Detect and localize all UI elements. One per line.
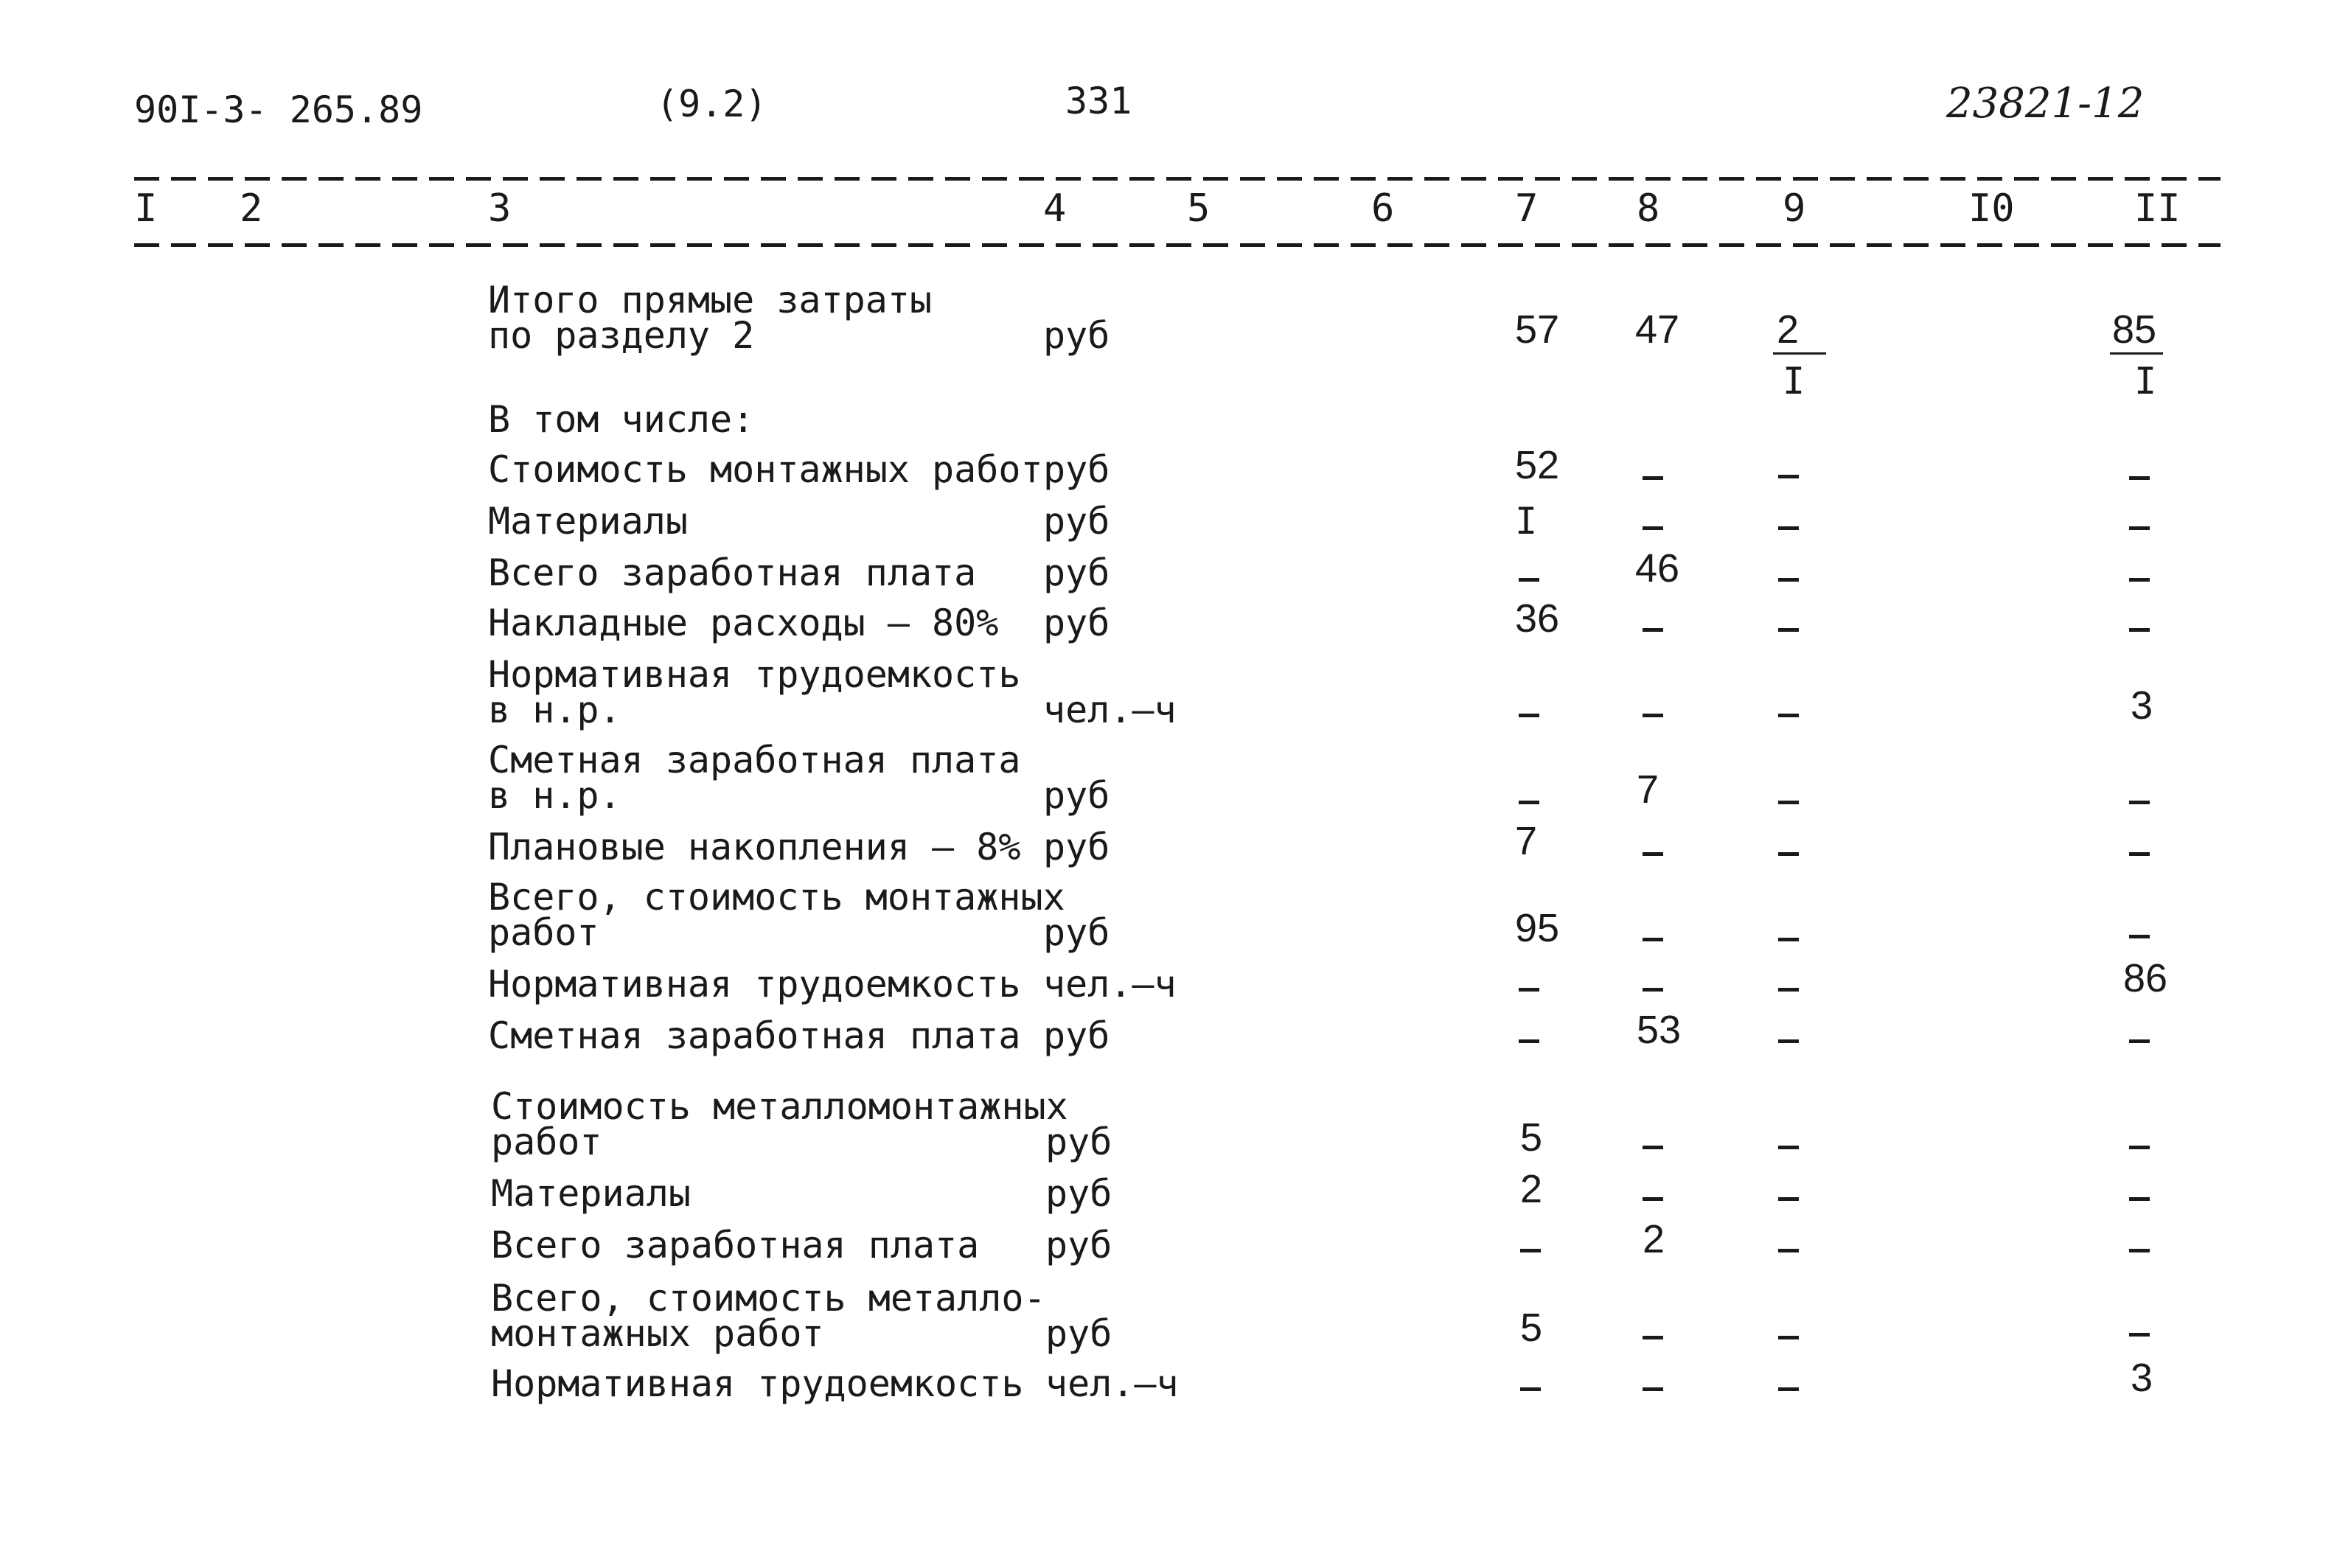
cell-col11: 3 (2131, 683, 2153, 728)
empty-dash (1643, 1387, 1663, 1391)
row-label-continued: работ (488, 911, 599, 954)
cell-col9-denominator: I (1783, 360, 1805, 403)
row-label-continued: по разделу 2 (488, 314, 755, 357)
row-label: Нормативная трудоемкость (488, 653, 1021, 696)
column-header-4: 4 (1043, 187, 1067, 231)
cell-col7: 5 (1520, 1306, 1543, 1350)
row-label: Всего, стоимость металло- (491, 1277, 1046, 1320)
row-unit: руб (1043, 1014, 1110, 1057)
empty-dash (1778, 938, 1799, 941)
empty-dash (2129, 1249, 2150, 1252)
empty-dash (1778, 1249, 1799, 1252)
empty-dash (2129, 526, 2150, 530)
cell-col7: 2 (1520, 1167, 1543, 1211)
column-header-1: I (134, 187, 158, 231)
column-header-9: 9 (1783, 187, 1806, 231)
column-header-11: II (2134, 187, 2181, 231)
row-label: Всего заработная плата (491, 1224, 980, 1266)
empty-dash (2129, 1197, 2150, 1201)
empty-dash (1778, 1336, 1799, 1339)
row-unit: руб (1043, 448, 1110, 491)
row-label: Нормативная трудоемкость (491, 1362, 1024, 1405)
row-label: Плановые накопления – 8% (488, 826, 1021, 868)
empty-dash (1778, 1146, 1799, 1149)
row-label-continued: в н.р. (488, 689, 621, 731)
row-unit: чел.–ч (1043, 963, 1177, 1006)
empty-dash (2129, 801, 2150, 804)
page-number: 331 (1065, 80, 1132, 122)
empty-dash (2129, 935, 2150, 938)
cell-col8: 47 (1635, 307, 1680, 352)
empty-dash (1778, 852, 1799, 856)
empty-dash (1643, 852, 1663, 856)
empty-dash (1519, 1039, 1539, 1043)
cell-col8: 46 (1635, 546, 1680, 590)
cell-col7: 57 (1515, 307, 1560, 352)
cell-col9-numerator: 2 (1777, 307, 1800, 352)
row-unit: руб (1043, 500, 1110, 543)
row-label: Сметная заработная плата (488, 739, 1021, 781)
row-unit: руб (1045, 1121, 1112, 1163)
empty-dash (1778, 578, 1799, 582)
document-code: 90I-3- 265.89 (134, 88, 423, 131)
empty-dash (1520, 1387, 1541, 1391)
header-bottom-rule (134, 243, 2221, 247)
empty-dash (1778, 988, 1799, 992)
cell-col7: 5 (1520, 1115, 1543, 1160)
row-label: Материалы (491, 1172, 691, 1215)
row-unit: руб (1045, 1312, 1112, 1355)
row-unit: руб (1045, 1224, 1112, 1266)
cell-col7: I (1515, 500, 1538, 543)
empty-dash (1643, 1197, 1663, 1201)
row-unit: руб (1043, 911, 1110, 954)
column-header-8: 8 (1637, 187, 1660, 231)
row-label: Стоимость металломонтажных (491, 1085, 1068, 1128)
empty-dash (2129, 578, 2150, 582)
empty-dash (2129, 476, 2150, 480)
cell-col11: 3 (2131, 1356, 2153, 1400)
empty-dash (1778, 475, 1799, 478)
empty-dash (1778, 714, 1799, 717)
cell-col11-denominator: I (2134, 360, 2157, 403)
row-unit: руб (1043, 314, 1110, 357)
column-header-5: 5 (1187, 187, 1211, 231)
row-label: Сметная заработная плата (488, 1014, 1021, 1057)
cell-col11: 86 (2123, 956, 2168, 1000)
empty-dash (1643, 628, 1663, 632)
empty-dash (1519, 578, 1539, 582)
cell-col7: 52 (1515, 443, 1560, 487)
empty-dash (2129, 852, 2150, 856)
row-label-continued: монтажных работ (491, 1312, 824, 1355)
empty-dash (1643, 1336, 1663, 1339)
empty-dash (1778, 628, 1799, 632)
fraction-line (1773, 352, 1826, 355)
row-unit: чел.–ч (1043, 689, 1177, 731)
row-label: Всего, стоимость монтажных (488, 876, 1065, 919)
header-top-rule (134, 177, 2221, 181)
row-unit: чел.–ч (1045, 1362, 1179, 1405)
cell-col8: 7 (1637, 767, 1659, 812)
column-header-10: I0 (1968, 187, 2015, 231)
empty-dash (1643, 1146, 1663, 1149)
row-unit: руб (1045, 1172, 1112, 1215)
row-label: Стоимость монтажных работ (488, 448, 1043, 491)
empty-dash (1778, 526, 1799, 530)
empty-dash (1778, 1197, 1799, 1201)
row-unit: руб (1043, 551, 1110, 594)
column-header-7: 7 (1515, 187, 1539, 231)
column-header-6: 6 (1371, 187, 1395, 231)
row-label-continued: работ (491, 1121, 602, 1163)
empty-dash (1643, 988, 1663, 992)
empty-dash (1519, 988, 1539, 992)
row-unit: руб (1043, 826, 1110, 868)
empty-dash (1643, 476, 1663, 480)
row-label: Итого прямые затраты (488, 279, 933, 321)
empty-dash (2129, 1146, 2150, 1149)
row-label: Накладные расходы – 80% (488, 602, 999, 644)
empty-dash (1520, 1249, 1541, 1252)
cell-col7: 7 (1515, 819, 1538, 863)
column-header-2: 2 (240, 187, 263, 231)
section-number: (9.2) (656, 83, 767, 125)
cell-col11-numerator: 85 (2112, 307, 2157, 352)
row-label: Всего заработная плата (488, 551, 977, 594)
row-label: Нормативная трудоемкость (488, 963, 1021, 1006)
empty-dash (1643, 714, 1663, 717)
row-unit: руб (1043, 774, 1110, 817)
fraction-line (2110, 352, 2163, 355)
row-label-continued: в н.р. (488, 774, 621, 817)
empty-dash (1778, 1039, 1799, 1043)
empty-dash (2129, 1039, 2150, 1043)
empty-dash (2129, 628, 2150, 632)
subsection-heading: В том числе: (488, 398, 755, 441)
row-unit: руб (1043, 602, 1110, 644)
empty-dash (1519, 801, 1539, 804)
handwritten-stamp: 23821-12 (1946, 80, 2145, 128)
empty-dash (1643, 938, 1663, 941)
cell-col8: 2 (1643, 1217, 1665, 1261)
row-label: Материалы (488, 500, 688, 543)
empty-dash (1519, 714, 1539, 717)
empty-dash (1778, 1387, 1799, 1391)
empty-dash (2129, 1333, 2150, 1337)
empty-dash (1643, 526, 1663, 530)
cell-col7: 95 (1515, 906, 1560, 950)
cell-col8: 53 (1637, 1008, 1682, 1052)
cell-col7: 36 (1515, 596, 1560, 641)
empty-dash (1778, 801, 1799, 804)
column-header-3: 3 (488, 187, 512, 231)
